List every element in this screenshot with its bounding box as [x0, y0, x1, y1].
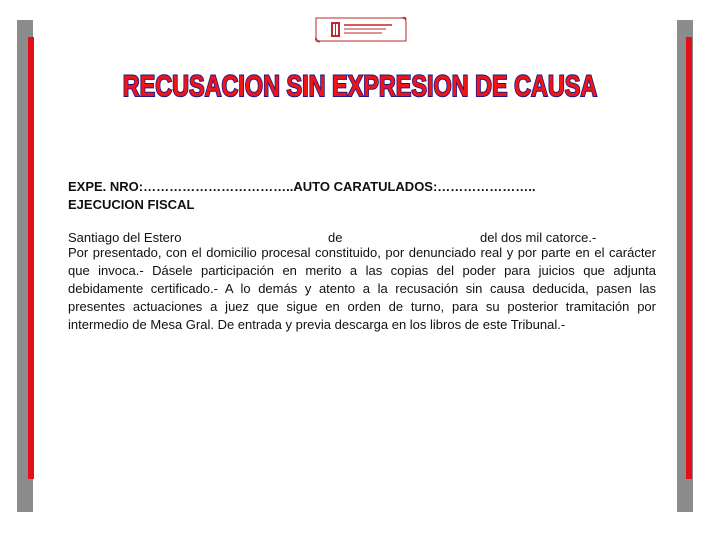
document-title: RECUSACION SIN EXPRESION DE CAUSA — [122, 70, 598, 103]
date-de: de — [328, 230, 343, 245]
expediente-number-label: EXPE. NRO:…………………………….. — [68, 179, 294, 194]
right-frame-accent — [686, 37, 692, 479]
left-frame-accent — [28, 37, 34, 479]
case-header — [68, 178, 656, 196]
resolution-body: Por presentado, con el domicilio procesal constituido, por denunciado real y por parte en el carácter que invoca.- Dásele participación en merito a las copias del poder para juicios que adjunta debidamente certificado.- A lo demás y atento a la recusación sin causa deducida, pasen las presentes actuaciones a juez que sigue en orden de turno, para su posterior tramitación por intermedio de Mesa Gral. De entrada y previa descarga en los libros de este Tribunal.- — [68, 245, 656, 332]
court-seal-logo — [312, 15, 408, 45]
date-year: del dos mil catorce.- — [480, 230, 597, 245]
case-type: EJECUCION FISCAL — [68, 197, 195, 212]
autos-caratulados-label: AUTO CARATULADOS:………………….. — [293, 179, 536, 194]
date-place: Santiago del Estero — [68, 230, 182, 245]
